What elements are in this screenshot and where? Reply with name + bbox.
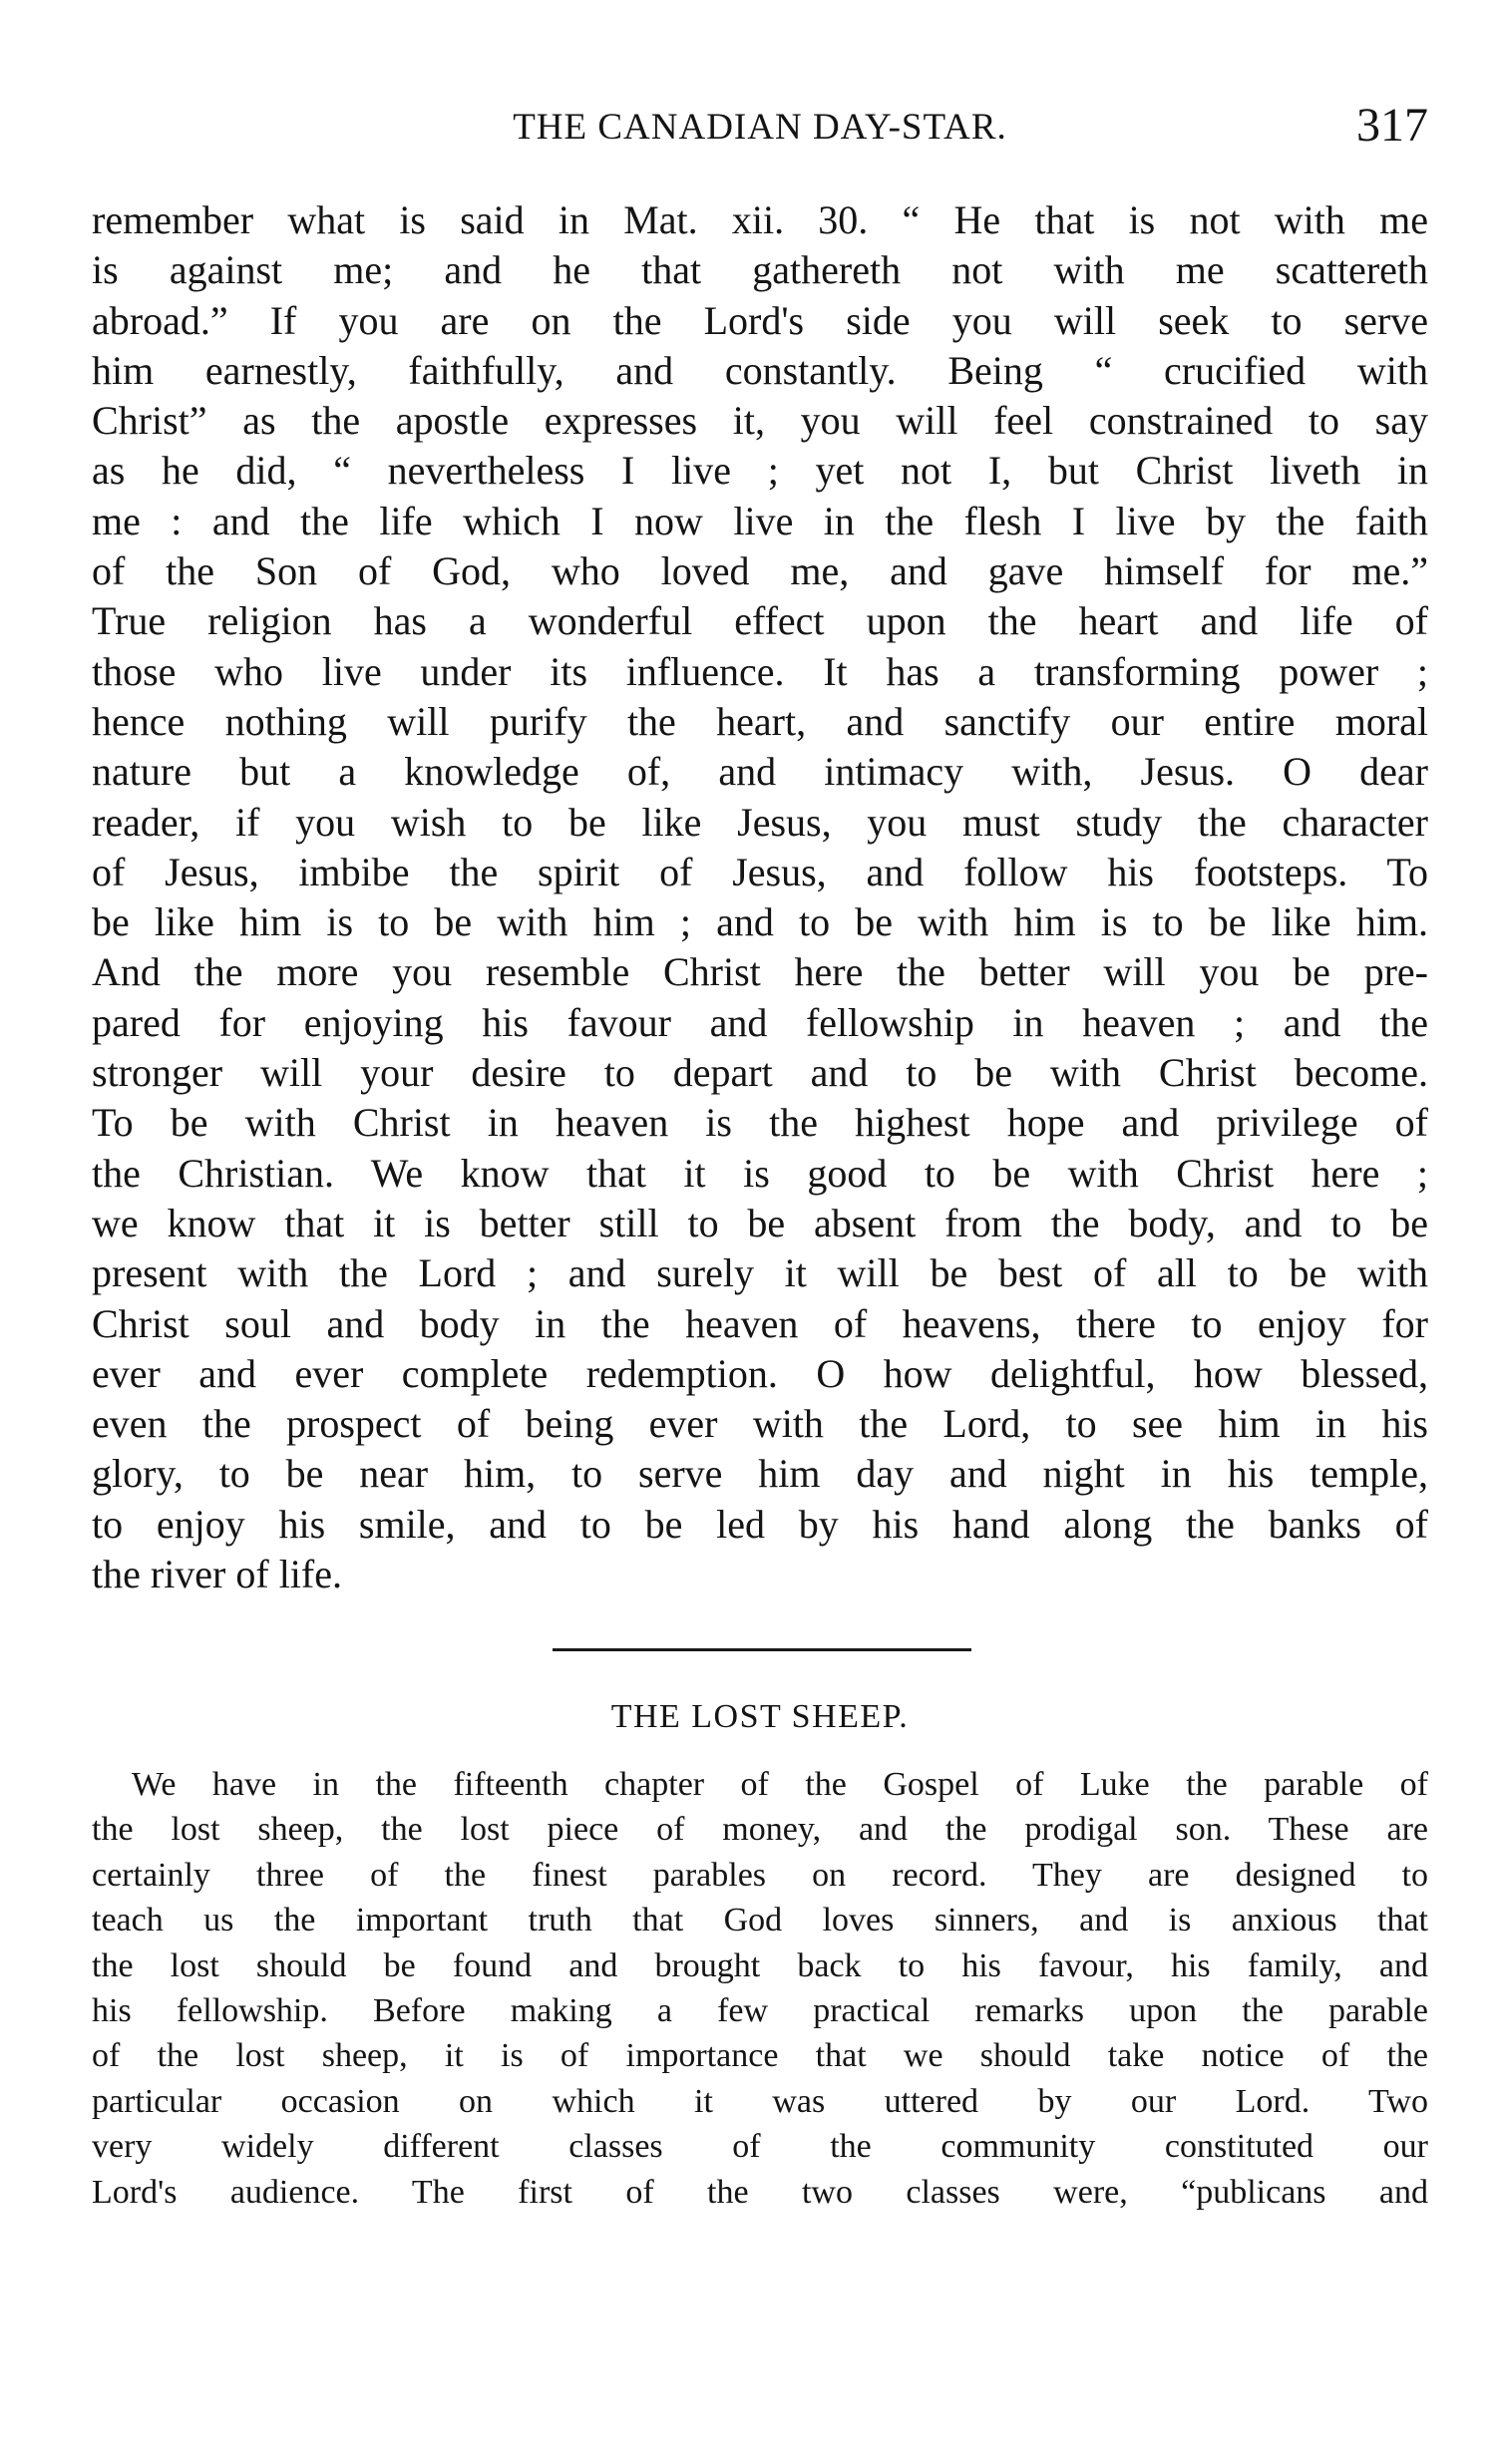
text-line: Christ” as the apostle expresses it, you will feel constrained to say bbox=[92, 398, 1428, 444]
text-line: is against me; and he that gathereth not with me scattereth bbox=[92, 247, 1428, 293]
text-line: of the lost sheep, it is of importance that we should take notice of the bbox=[92, 2037, 1428, 2075]
text-line: of the Son of God, who loved me, and gave himself for me.” bbox=[92, 548, 1428, 594]
text-line: glory, to be near him, to serve him day and night in his temple, bbox=[92, 1451, 1428, 1497]
section-paragraph bbox=[92, 1762, 1428, 2215]
body-paragraph bbox=[92, 195, 1428, 1599]
text-line: Christ soul and body in the heaven of heavens, there to enjoy for bbox=[92, 1300, 1428, 1346]
text-line: abroad.” If you are on the Lord's side you will seek to serve bbox=[92, 297, 1428, 343]
text-line: True religion has a wonderful effect upon the heart and life of bbox=[92, 598, 1428, 644]
text-line: me : and the life which I now live in the flesh I live by the faith bbox=[92, 498, 1428, 543]
text-line: hence nothing will purify the heart, and sanctify our entire moral bbox=[92, 698, 1428, 744]
text-line: the lost sheep, the lost piece of money, and the prodigal son. These are bbox=[92, 1811, 1428, 1849]
text-line: to enjoy his smile, and to be led by his hand along the banks of bbox=[92, 1501, 1428, 1547]
section-title: THE LOST SHEEP. bbox=[610, 1698, 910, 1735]
text-line: even the prospect of being ever with the Lord, to see him in his bbox=[92, 1401, 1428, 1447]
text-line: the Christian. We know that it is good to be with Christ here ; bbox=[92, 1150, 1428, 1196]
text-line: stronger will your desire to depart and to be with Christ become. bbox=[92, 1050, 1428, 1096]
text-line: particular occasion on which it was uttered by our Lord. Two bbox=[92, 2082, 1428, 2120]
text-line: of Jesus, imbibe the spirit of Jesus, and follow his footsteps. To bbox=[92, 849, 1428, 894]
text-line: teach us the important truth that God loves sinners, and is anxious that bbox=[92, 1902, 1428, 1939]
text-line: be like him is to be with him ; and to be with him is to be like him. bbox=[92, 899, 1428, 945]
text-line: present with the Lord ; and surely it will be best of all to be with bbox=[92, 1250, 1428, 1296]
text-line: And the more you resemble Christ here the better will you be pre- bbox=[92, 949, 1428, 995]
section-divider bbox=[553, 1648, 971, 1651]
text-line: nature but a knowledge of, and intimacy with, Jesus. O dear bbox=[92, 749, 1428, 795]
text-line: reader, if you wish to be like Jesus, you must study the character bbox=[92, 799, 1428, 845]
page-header bbox=[92, 98, 1428, 158]
text-line: as he did, “ nevertheless I live ; yet not I, but Christ liveth in bbox=[92, 448, 1428, 494]
text-line: we know that it is better still to be absent from the body, and to be bbox=[92, 1200, 1428, 1245]
text-line: those who live under its influence. It has a transforming power ; bbox=[92, 648, 1428, 694]
text-line: his fellowship. Before making a few practical remarks upon the parable bbox=[92, 1991, 1428, 2029]
text-line: remember what is said in Mat. xii. 30. “ He that is not with me bbox=[92, 197, 1428, 242]
text-line: very widely different classes of the community constituted our bbox=[92, 2128, 1428, 2166]
page-number: 317 bbox=[1356, 99, 1428, 152]
text-line: Lord's audience. The first of the two classes were, “publicans and bbox=[92, 2173, 1428, 2211]
running-title: THE CANADIAN DAY-STAR. bbox=[513, 107, 1007, 148]
text-line: ever and ever complete redemption. O how delightful, how blessed, bbox=[92, 1350, 1428, 1396]
text-line: To be with Christ in heaven is the highest hope and privilege of bbox=[92, 1100, 1428, 1146]
text-line: pared for enjoying his favour and fellowship in heaven ; and the bbox=[92, 999, 1428, 1045]
text-line: him earnestly, faithfully, and constantly. Being “ crucified with bbox=[92, 347, 1428, 393]
text-line: the river of life. bbox=[92, 1552, 342, 1597]
text-line: certainly three of the finest parables on record. They are designed to bbox=[92, 1856, 1428, 1894]
text-line: We have in the fifteenth chapter of the Gospel of Luke the parable of bbox=[132, 1766, 1428, 1803]
text-line: the lost should be found and brought back to his favour, his family, and bbox=[92, 1946, 1428, 1984]
